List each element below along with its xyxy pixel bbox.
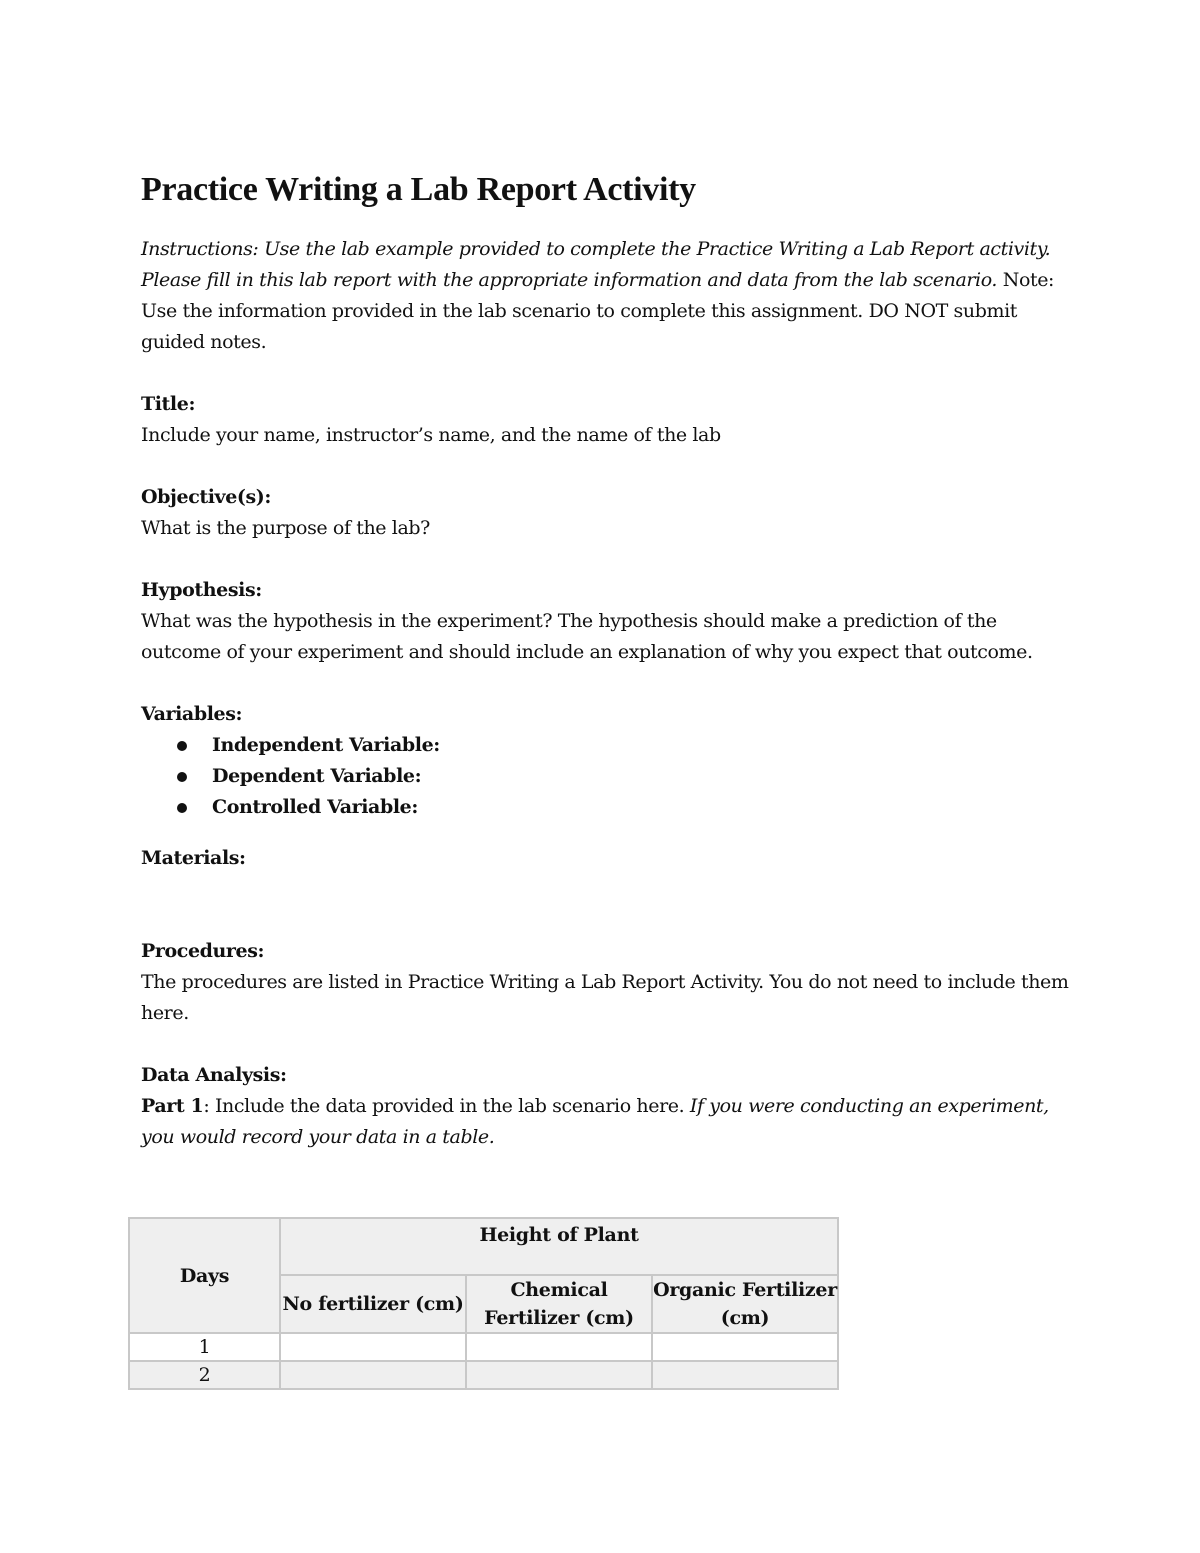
materials-label: Materials: (141, 847, 246, 869)
hypothesis-text: What was the hypothesis in the experiment? The hypothesis should make a prediction of the outcome of your experiment and should include an explanation of why you expect that outcome. (141, 610, 1033, 663)
list-item (141, 792, 1071, 823)
objectives-label: Objective(s): (141, 486, 271, 508)
table-cell[interactable] (652, 1333, 838, 1361)
procedures-label: Procedures: (141, 940, 265, 962)
title-label: Title: (141, 393, 196, 415)
list-item (141, 761, 1071, 792)
objectives-section (141, 482, 1071, 544)
variables-label: Variables: (141, 703, 243, 725)
plant-height-table (128, 1217, 839, 1390)
bullet-icon (177, 803, 187, 813)
instructions-paragraph (141, 234, 1071, 358)
organic-fertilizer-header: Organic Fertilizer (cm) (652, 1275, 838, 1333)
instructions-note: Note: Use the information provided in the lab scenario to complete this assignment. DO NOT submit guided notes. (141, 269, 1055, 353)
hypothesis-section (141, 575, 1071, 668)
title-text: Include your name, instructor’s name, and the name of the lab (141, 424, 721, 446)
instructions-italic: Instructions: Use the lab example provided to complete the Practice Writing a Lab Report activity. Please fill in this lab report with the appropriate information and data from the lab scenario. (141, 238, 1051, 291)
independent-variable-label: Independent Variable: (212, 734, 440, 756)
bullet-icon (177, 741, 187, 751)
bullet-icon (177, 772, 187, 782)
page-title: Practice Writing a Lab Report Activity (141, 171, 696, 208)
no-fertilizer-header: No fertilizer (cm) (280, 1275, 466, 1333)
list-item (141, 730, 1071, 761)
dependent-variable-label: Dependent Variable: (212, 765, 422, 787)
procedures-section (141, 936, 1071, 1029)
day-cell: 2 (129, 1361, 280, 1389)
data-analysis-section (141, 1060, 1071, 1153)
data-analysis-label: Data Analysis: (141, 1064, 287, 1086)
days-header: Days (129, 1218, 280, 1333)
chemical-fertilizer-header: Chemical Fertilizer (cm) (466, 1275, 652, 1333)
title-section (141, 389, 1071, 451)
materials-section (141, 843, 1071, 874)
table-cell[interactable] (280, 1361, 466, 1389)
hypothesis-label: Hypothesis: (141, 579, 262, 601)
part1-label: Part 1 (141, 1095, 204, 1117)
part1-text: : Include the data provided in the lab scenario here. (203, 1095, 690, 1117)
controlled-variable-label: Controlled Variable: (212, 796, 418, 818)
day-cell: 1 (129, 1333, 280, 1361)
variables-list (141, 730, 1071, 823)
procedures-text: The procedures are listed in Practice Writing a Lab Report Activity. You do not need to include them here. (141, 971, 1069, 1024)
table-row (129, 1361, 838, 1389)
table-cell[interactable] (652, 1361, 838, 1389)
objectives-text: What is the purpose of the lab? (141, 517, 430, 539)
height-of-plant-header: Height of Plant (280, 1218, 838, 1275)
table-header-row (129, 1218, 838, 1275)
lab-report-page (141, 168, 1071, 1153)
part1-italic-text: If you were conducting an experiment, you would record your data in a table. (141, 1095, 1049, 1148)
table-cell[interactable] (280, 1333, 466, 1361)
part1-paragraph (141, 1095, 1049, 1148)
table-cell[interactable] (466, 1361, 652, 1389)
table-cell[interactable] (466, 1333, 652, 1361)
table-row (129, 1333, 838, 1361)
variables-section (141, 699, 1071, 823)
